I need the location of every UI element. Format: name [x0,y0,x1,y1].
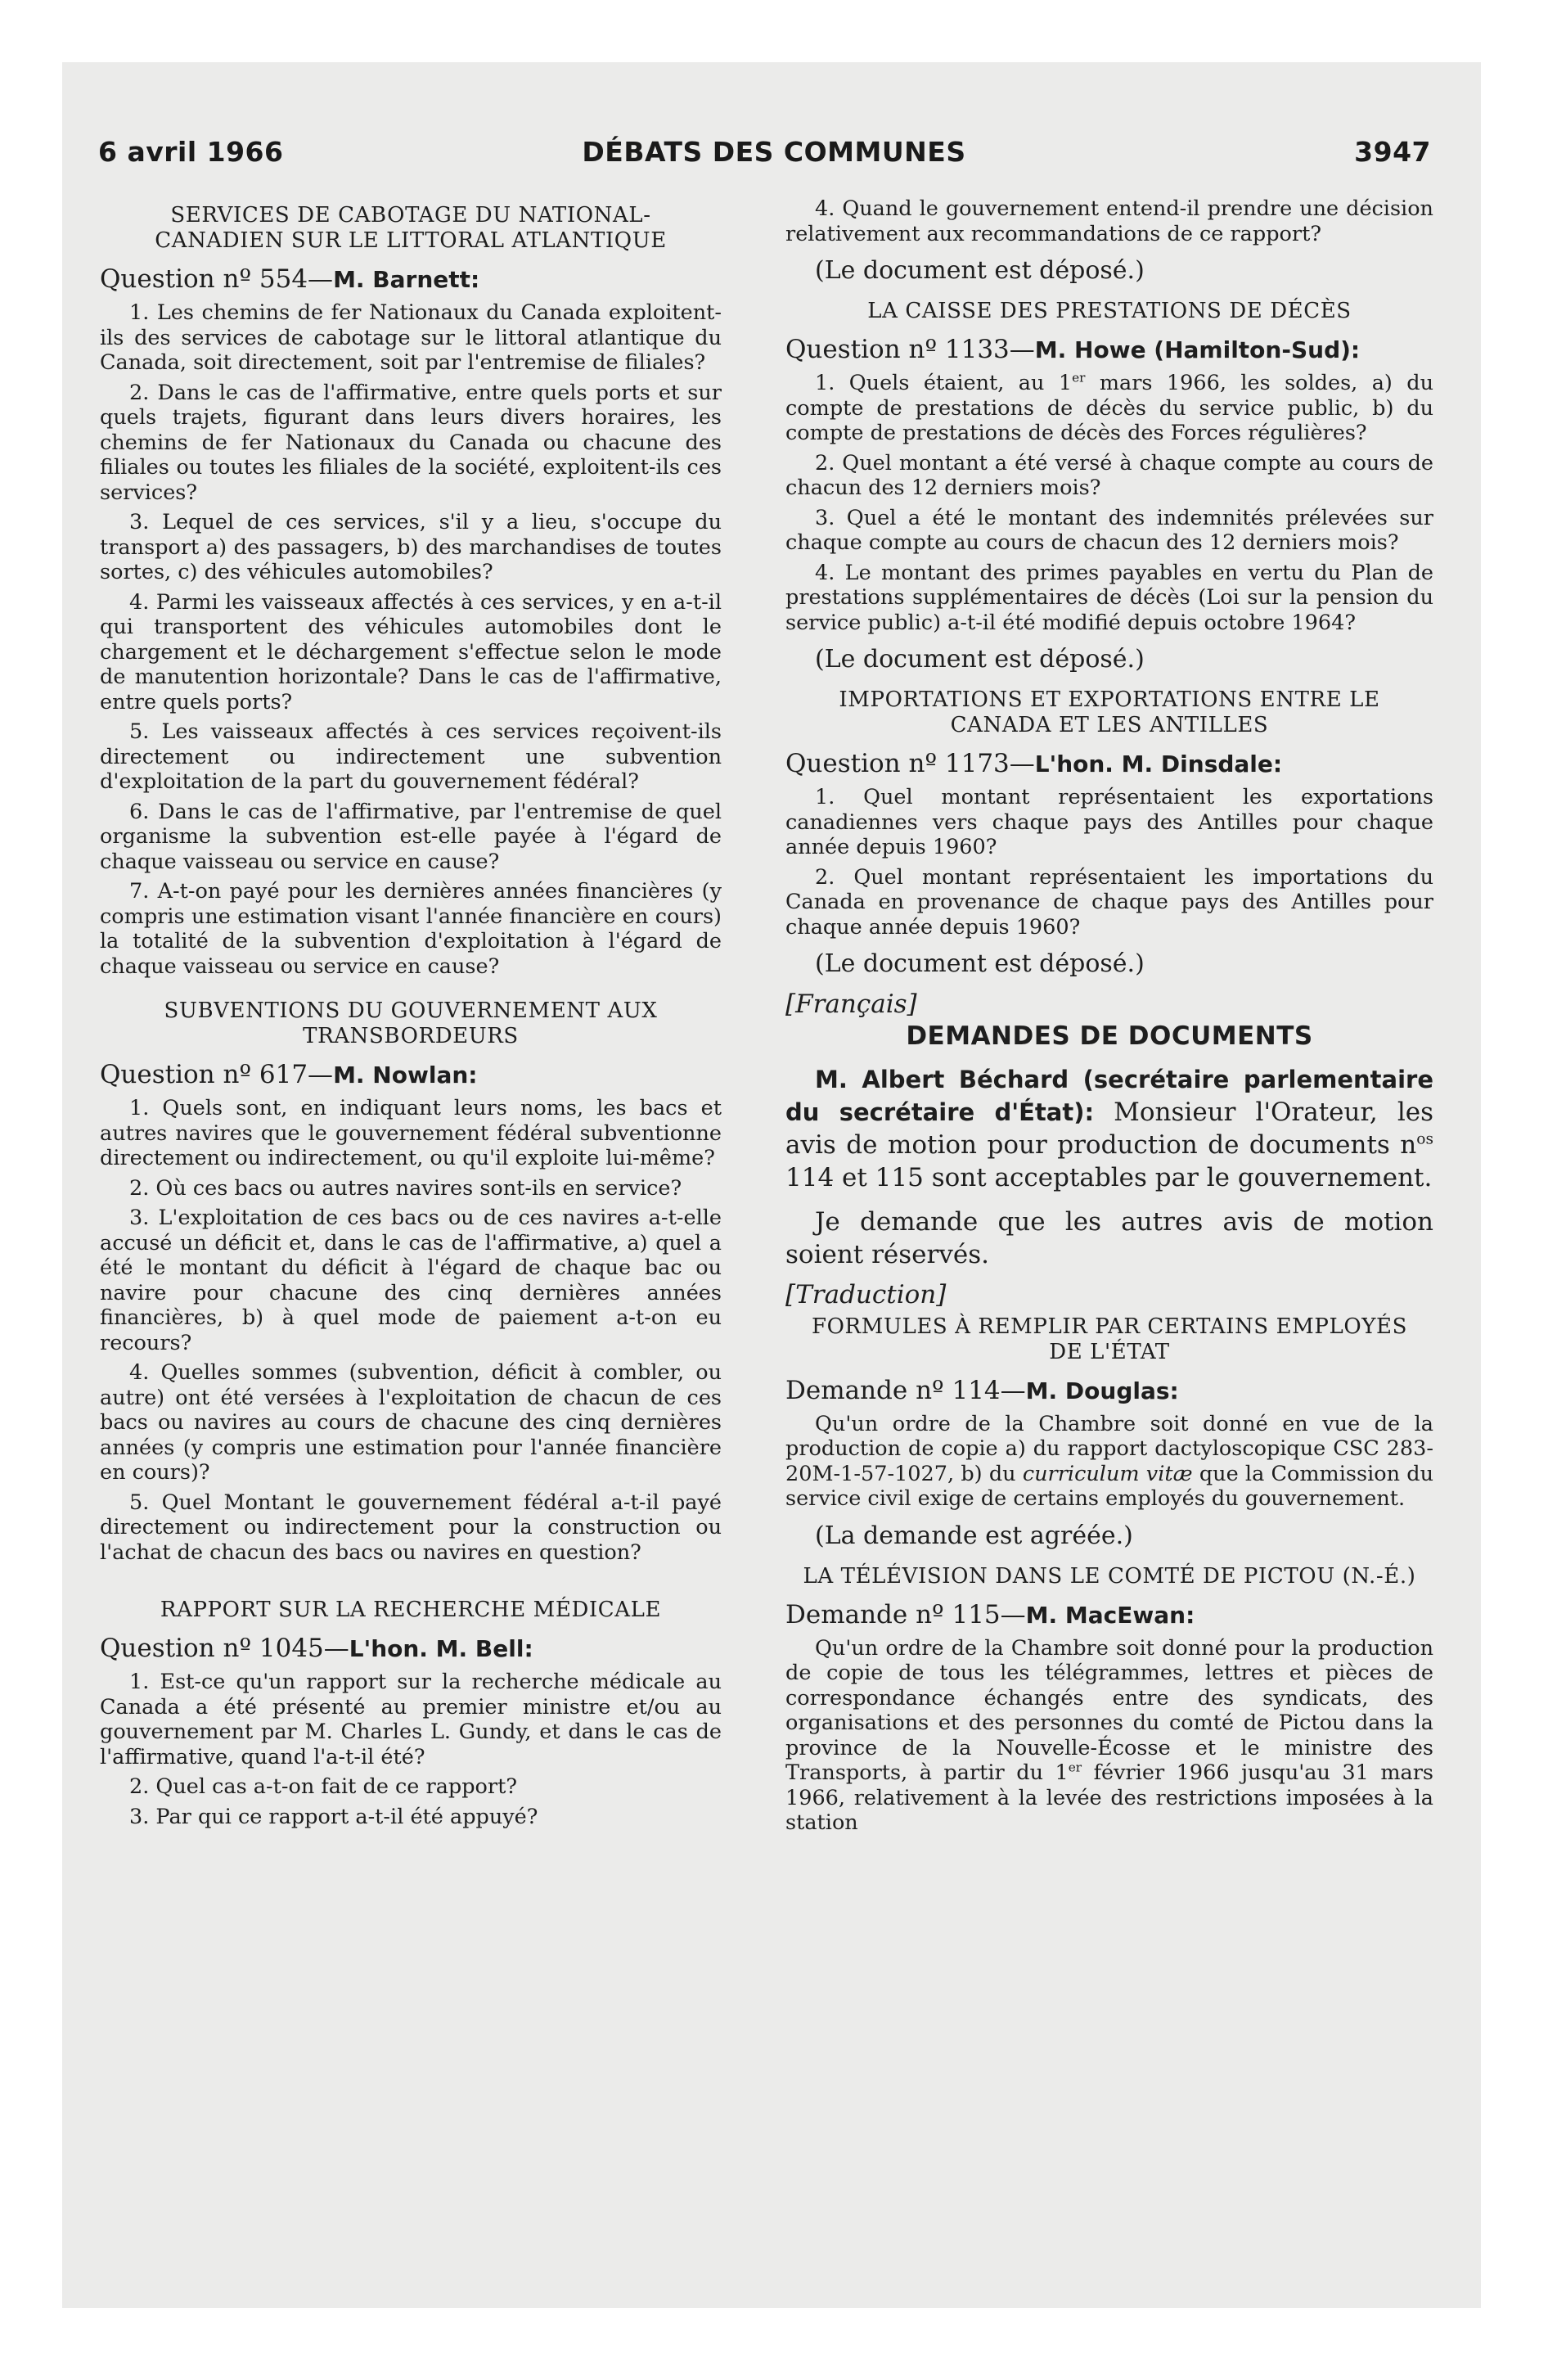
question-item: 4. Quelles sommes (subvention, déficit à combler, ou autre) ont été versées à l'exploitation de chacun de ces bacs ou navires au cours de chacune des cinq dernières années (y compris une estimation pour l'année financière en cours)? [100,1360,722,1485]
question-author: L'hon. M. Bell: [349,1635,533,1662]
question-heading [785,1375,1433,1407]
question-item: 1. Quel montant représentaient les exportations canadiennes vers chaque pays des Antilles pour chaque année depuis 1960? [785,785,1433,859]
question-item: 2. Quel cas a-t-on fait de ce rapport? [129,1774,518,1799]
question-item: 2. Quel montant a été versé à chaque compte au cours de chacun des 12 derniers mois? [785,450,1433,500]
section-title: RAPPORT SUR LA RECHERCHE MÉDICALE [160,1598,662,1622]
text-run: 114 et 115 sont acceptables par le gouvernement. [785,1163,1433,1192]
document-deposited-note: (Le document est déposé.) [815,256,1145,285]
question-item: 4. Quand le gouvernement entend-il prendre une décision relativement aux recommandations de ce rapport? [785,196,1433,246]
header-page-number: 3947 [1354,136,1431,168]
document-deposited-note: (Le document est déposé.) [815,949,1145,978]
question-number: Question nº 617— [100,1060,334,1089]
question-item: 4. Parmi les vaisseaux affectés à ces services, y en a-t-il qui transportent des véhicules automobiles dont le chargement et le déchargement s'effectue selon le mode de manutention horizontale? Dans le cas de l'affirmative, entre quels ports? [100,589,722,714]
section-title: IMPORTATIONS ET EXPORTATIONS ENTRE LE CANADA ET LES ANTILLES [839,687,1380,737]
text-run: Qu'un ordre de la Chambre soit donné en vue de la production de copie a) du rapport dactyloscopique CSC 283-20M-1-57-1027, b) du [785,1411,1433,1486]
motion-text [785,1412,1433,1512]
superscript: er [1072,370,1086,385]
question-item: 5. Les vaisseaux affectés à ces services reçoivent-ils directement ou indirectement une subvention d'exploitation de la part du gouvernement fédéral? [100,719,722,794]
section-title: LA CAISSE DES PRESTATIONS DE DÉCÈS [867,299,1352,323]
left-column [100,196,722,2275]
question-item: 4. Le montant des primes payables en vertu du Plan de prestations supplémentaires de décès (Loi sur la pension du service public) a-t-il été modifié depuis octobre 1964? [785,560,1433,635]
question-item: 6. Dans le cas de l'affirmative, par l'entremise de quel organisme la subvention est-elle payée à l'égard de chaque vaisseau ou service en cause? [100,799,722,874]
question-number: Question nº 554— [100,264,334,294]
question-item: 1. Quels sont, en indiquant leurs noms, les bacs et autres navires que le gouvernement fédéral subventionne directement ou indirectement, ou qu'il exploite lui-même? [100,1096,722,1170]
question-heading [100,1633,722,1665]
section-title: FORMULES À REMPLIR PAR CERTAINS EMPLOYÉS DE L'ÉTAT [811,1314,1408,1364]
question-item [785,371,1433,446]
document-deposited-note: (Le document est déposé.) [815,645,1145,674]
question-author: M. MacEwan: [1025,1601,1195,1629]
question-heading [785,1599,1433,1631]
language-tag: [Français] [785,989,917,1019]
question-item: 2. Dans le cas de l'affirmative, entre quels ports et sur quels trajets, figurant dans leurs divers horaires, les chemins de fer Nationaux du Canada ou chacune des filiales ou toutes les filiales de la société, exploitent-ils ces services? [100,380,722,505]
question-heading [785,748,1433,780]
question-item: 5. Quel Montant le gouvernement fédéral a-t-il payé directement ou indirectement pour la construction ou l'achat de chacun des bacs ou navires en question? [100,1490,722,1565]
question-item: 2. Quel montant représentaient les importations du Canada en provenance de chaque pays des Antilles pour chaque année depuis 1960? [785,864,1433,940]
question-item: 1. Les chemins de fer Nationaux du Canada exploitent-ils des services de cabotage sur le littoral atlantique du Canada, soit directement, soit par l'entremise de filiales? [100,300,722,375]
section-title: SERVICES DE CABOTAGE DU NATIONAL-CANADIEN SUR LE LITTORAL ATLANTIQUE [155,203,667,253]
text-run: que la Commission du service civil exige de certains employés du gouvernement. [785,1461,1433,1511]
question-item: 1. Est-ce qu'un rapport sur la recherche médicale au Canada a été présenté au premier ministre et/ou au gouvernement par M. Charles L. Gundy, et dans le cas de l'affirmative, quand l'a-t-il été? [100,1670,722,1769]
text-run: février 1966 jusqu'au 31 mars 1966, relativement à la levée des restrictions imposées à la station [785,1760,1433,1835]
question-author: M. Nowlan: [333,1062,478,1089]
speech-paragraph: Je demande que les autres avis de motion soient réservés. [785,1207,1433,1269]
superscript: os [1416,1130,1433,1148]
question-heading [785,334,1433,366]
question-number: Question nº 1045— [100,1634,349,1663]
question-number: Question nº 1133— [785,335,1035,364]
motion-text [785,1636,1433,1836]
motion-agreed-note: (La demande est agréée.) [815,1521,1133,1550]
right-column [785,196,1433,2275]
page-header [0,0,1548,168]
section-title: SUBVENTIONS DU GOUVERNEMENT AUX TRANSBORDEURS [164,998,658,1048]
question-item: 3. Par qui ce rapport a-t-il été appuyé? [129,1804,538,1829]
italic-text: curriculum vitæ [1022,1461,1193,1486]
speaker-name: M. Albert Béchard (secrétaire parlementaire du secrétaire d'État): [785,1066,1433,1126]
question-author: M. Douglas: [1025,1377,1179,1404]
question-number: Question nº 1173— [785,749,1035,778]
question-heading [100,1059,722,1091]
language-tag: [Traduction] [785,1280,947,1309]
section-heading: DEMANDES DE DOCUMENTS [906,1021,1313,1051]
text-run: mars 1966, les soldes, a) du compte de prestations de décès du service public, b) du compte de prestations de décès des Forces régulières? [785,371,1433,445]
header-title: DÉBATS DES COMMUNES [582,136,966,168]
question-author: L'hon. M. Dinsdale: [1034,751,1283,778]
superscript: er [1068,1760,1082,1775]
question-heading [100,264,722,295]
speech-paragraph [785,1063,1433,1194]
question-item: 7. A-t-on payé pour les dernières années financières (y compris une estimation visant l'année financière en cours) la totalité de la subvention d'exploitation à l'égard de chaque vaisseau ou service en cause? [100,879,722,979]
question-item: 3. L'exploitation de ces bacs ou de ces navires a-t-elle accusé un déficit et, dans le cas de l'affirmative, a) quel a été le montant du déficit à l'égard de chaque bac ou navire pour chacune des cinq dernières années financières, b) à quel mode de paiement a-t-on eu recours? [100,1206,722,1355]
header-date: 6 avril 1966 [98,136,284,168]
question-author: M. Howe (Hamilton-Sud): [1034,336,1361,363]
question-item: 2. Où ces bacs ou autres navires sont-ils en service? [129,1175,682,1201]
text-run: Monsieur l'Orateur, les avis de motion pour production de documents n [785,1098,1433,1160]
question-author: M. Barnett: [333,266,480,293]
question-number: Demande nº 114— [785,1375,1026,1405]
text-run: 1. Quels étaient, au 1 [815,371,1073,395]
text-run: Qu'un ordre de la Chambre soit donné pour la production de copie de tous les télégrammes, lettres et pièces de correspondance échangés entre des syndicats, des organisations et des personnes du comté de Pictou dans la province de la Nouvelle-Écosse et le ministre des Transports, à partir du 1 [785,1635,1433,1785]
question-number: Demande nº 115— [785,1599,1026,1629]
question-item: 3. Lequel de ces services, s'il y a lieu, s'occupe du transport a) des passagers, b) des marchandises de toutes sortes, c) des véhicules automobiles? [100,510,722,584]
section-title: LA TÉLÉVISION DANS LE COMTÉ DE PICTOU (N.-É.) [803,1563,1416,1589]
question-item: 3. Quel a été le montant des indemnités prélevées sur chaque compte au cours de chacun des 12 derniers mois? [785,505,1433,555]
